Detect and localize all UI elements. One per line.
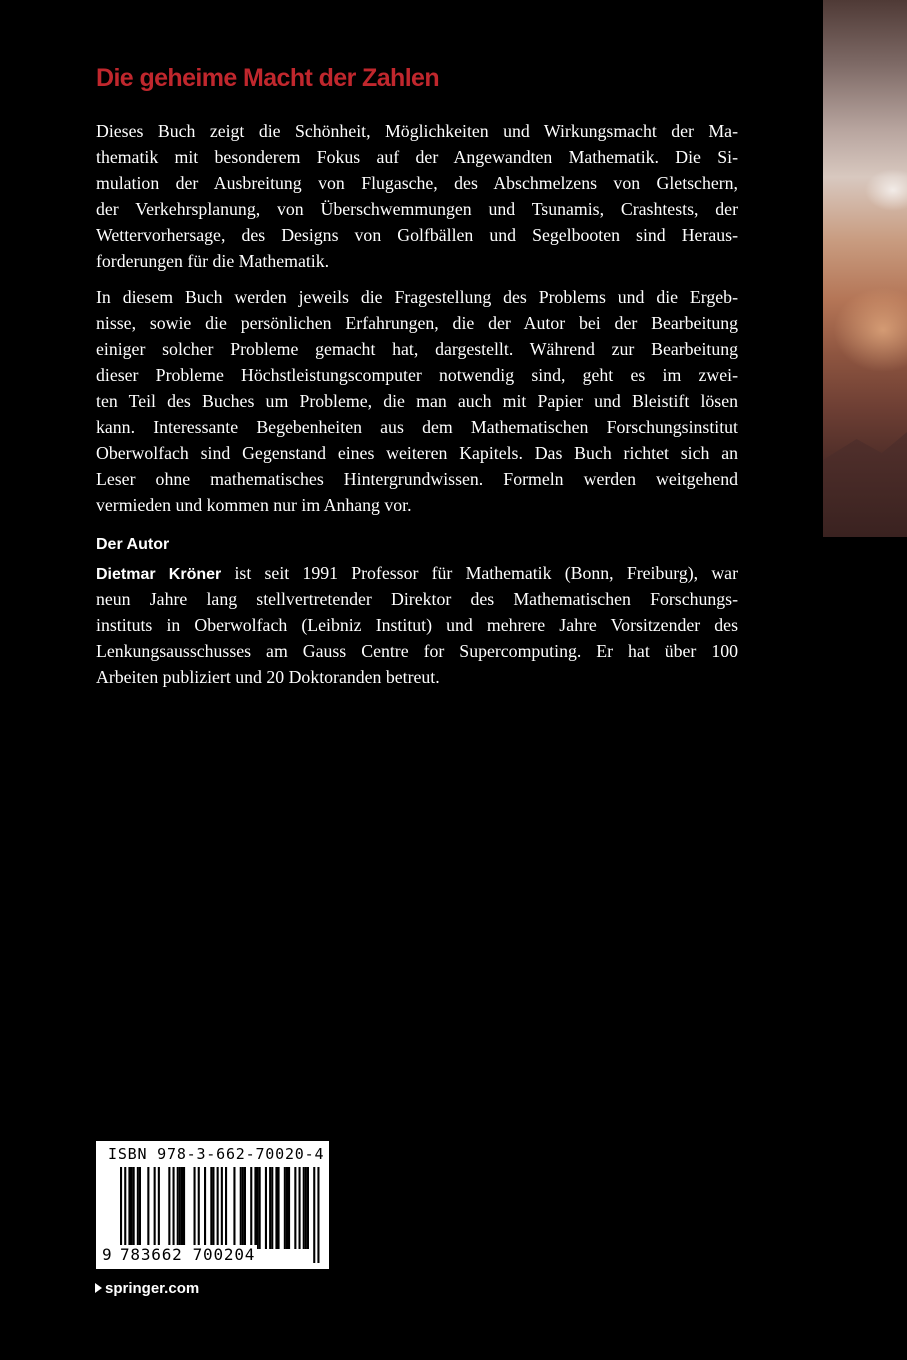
description-paragraph-2 <box>96 284 738 518</box>
description-paragraph-1 <box>96 118 738 274</box>
barcode-digit-group-left: 783662 <box>120 1245 183 1264</box>
barcode-bar <box>147 1167 149 1249</box>
barcode-bar <box>271 1167 273 1249</box>
author-bio-first-line: ist seit 1991 Professor für Mathematik (Bonn, Freiburg), war <box>221 563 738 583</box>
barcode-bar <box>307 1167 309 1249</box>
text-line: kann. Interessante Begebenheiten aus dem Mathematischen Forschungsinstitut <box>96 417 738 437</box>
barcode-bar <box>168 1167 170 1249</box>
text-line: Oberwolfach sind Gegenstand eines weiteren Kapitels. Das Buch richtet sich an <box>96 443 738 463</box>
barcode-bar <box>128 1167 130 1249</box>
text-line: forderungen für die Mathematik. <box>96 251 330 271</box>
barcode-bar <box>317 1167 319 1263</box>
publisher-link[interactable] <box>95 1279 199 1299</box>
barcode-digit-first: 9 <box>102 1245 112 1264</box>
text-line: neun Jahre lang stellvertretender Direktor des Mathematischen Forschungs- <box>96 589 738 609</box>
barcode-bar <box>288 1167 290 1249</box>
barcode-bar <box>265 1167 267 1249</box>
text-line: thematik mit besonderem Fokus auf der Angewandten Mathematik. Die Si- <box>96 147 738 167</box>
author-section-heading: Der Autor <box>96 536 170 553</box>
barcode-bar <box>286 1167 288 1249</box>
text-line: dieser Probleme Höchstleistungscomputer notwendig sind, geht es im zwei- <box>96 365 738 385</box>
barcode-bar <box>275 1167 277 1249</box>
barcode-bar <box>278 1167 280 1249</box>
cover-photo-strip <box>823 0 907 537</box>
barcode-bar <box>259 1167 261 1249</box>
barcode-bar <box>233 1167 235 1249</box>
text-line: Wettervorhersage, des Designs von Golfbällen und Segelbooten sind Heraus- <box>96 225 738 245</box>
barcode-digit-group-right: 700204 <box>192 1245 256 1264</box>
text-line: In diesem Buch werden jeweils die Fragestellung des Problems und die Ergeb- <box>96 287 738 307</box>
barcode-bar <box>305 1167 307 1249</box>
barcode-bar <box>257 1167 259 1249</box>
barcode-bar <box>212 1167 214 1249</box>
author-bio-paragraph <box>96 560 738 690</box>
barcode-bar <box>250 1167 252 1249</box>
isbn-barcode <box>96 1141 329 1269</box>
barcode-bar <box>173 1167 175 1249</box>
barcode-bar <box>194 1167 196 1249</box>
barcode-bar <box>183 1167 185 1249</box>
barcode-bar <box>244 1167 246 1249</box>
text-line: einiger solcher Probleme gemacht hat, dargestellt. Während zur Bearbeitung <box>96 339 738 359</box>
text-line: der Verkehrsplanung, von Überschwemmungen und Tsunamis, Crashtests, der <box>96 199 738 219</box>
barcode-bar <box>294 1167 296 1249</box>
barcode-bar <box>242 1167 244 1249</box>
mountain-silhouette <box>823 397 907 537</box>
text-line: Leser ohne mathematisches Hintergrundwissen. Formeln werden weitgehend <box>96 469 738 489</box>
text-line: instituts in Oberwolfach (Leibniz Institut) und mehrere Jahre Vorsitzender des <box>96 615 738 635</box>
barcode-bar <box>133 1167 135 1249</box>
barcode-digits <box>102 1245 257 1264</box>
arrow-right-icon <box>95 1283 102 1293</box>
barcode-bar <box>269 1167 271 1249</box>
barcode-bar <box>181 1167 183 1249</box>
text-line: nisse, sowie die persönlichen Erfahrungen, die der Autor bei der Bearbeitung <box>96 313 738 333</box>
barcode-bar <box>137 1167 139 1249</box>
barcode-bar <box>284 1167 286 1249</box>
text-line: mulation der Ausbreitung von Flugasche, des Abschmelzens von Gletschern, <box>96 173 738 193</box>
barcode-bar <box>210 1167 212 1249</box>
author-name: Dietmar Kröner <box>96 566 222 583</box>
barcode-bar <box>303 1167 305 1249</box>
text-line <box>96 560 738 586</box>
book-title-heading: Die geheime Macht der Zahlen <box>96 64 440 92</box>
text-line: ten Teil des Buches um Probleme, die man auch mit Papier und Bleistift lösen <box>96 391 738 411</box>
text-line: vermieden und kommen nur im Anhang vor. <box>96 495 412 515</box>
isbn-label: ISBN 978-3-662-70020-4 <box>108 1145 325 1163</box>
barcode-bar <box>131 1167 133 1249</box>
barcode-bar <box>198 1167 200 1249</box>
text-line: Lenkungsausschusses am Gauss Centre for Supercomputing. Er hat über 100 <box>96 641 738 661</box>
barcode-bar <box>254 1167 256 1249</box>
barcode-bar <box>225 1167 227 1249</box>
barcode-bar <box>179 1167 181 1249</box>
barcode-bar <box>204 1167 206 1249</box>
barcode-bar <box>177 1167 179 1249</box>
text-line: Dieses Buch zeigt die Schönheit, Möglichkeiten und Wirkungsmacht der Ma- <box>96 121 738 141</box>
publisher-url: springer.com <box>105 1280 200 1297</box>
text-line: Arbeiten publiziert und 20 Doktoranden betreut. <box>96 667 440 687</box>
barcode-bar <box>240 1167 242 1249</box>
barcode-bar <box>313 1167 315 1263</box>
barcode-bar <box>299 1167 301 1249</box>
barcode-bar <box>139 1167 141 1249</box>
barcode-bar <box>158 1167 160 1249</box>
barcode-bar <box>154 1167 156 1249</box>
